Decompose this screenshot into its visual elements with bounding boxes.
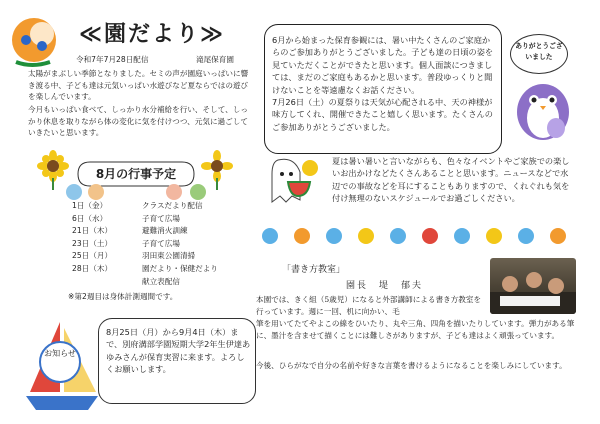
event-row — [72, 276, 252, 289]
intro-paragraph-1: 太陽がまぶしい季節となりました。セミの声が園庭いっぱいに響き渡る中、子ども達は元気いっぱい水遊びなど夏ならではの遊びを楽しんでいます。 — [28, 69, 249, 102]
event-date: 28日（木） — [72, 263, 113, 273]
sun-illustration — [6, 10, 70, 68]
page-title: ≪園だより≫ — [78, 22, 226, 47]
event-date: 23日（土） — [72, 238, 113, 248]
summer-decoration-strip — [256, 222, 586, 250]
sailboat-icon — [20, 316, 104, 416]
event-date: 6日（水） — [72, 213, 108, 223]
animal-friends-illustration — [62, 180, 212, 202]
event-name: 献立表配信 — [142, 276, 180, 286]
events-note: ※第2週目は身体計測週間です。 — [68, 292, 178, 301]
nursery-name: 滝尾保育園 — [196, 55, 234, 64]
event-date: 1日（金） — [72, 201, 108, 210]
intro-paragraph-2: 今月もいっぱい食べて、しっかり水分補給を行い、そして、しっかり休息を取りながら体の変化に気を付けつつ、元気に過ごしていきたいと思います。 — [28, 105, 248, 138]
event-row — [72, 213, 252, 226]
event-row — [72, 238, 252, 251]
event-row — [72, 263, 252, 276]
event-name: 羽田東公園清掃 — [142, 251, 196, 261]
info-paragraph-2: 7月26日（土）の夏祭りは天気が心配される中、天の神様が味方してくれ、開催できたこと嬉しく思います。たくさんのご参加ありがとうございました。 — [272, 97, 493, 132]
calligraphy-title: 「書き方教室」 — [282, 265, 346, 275]
event-date: 25日（月） — [72, 251, 113, 261]
calligraphy-class-photo — [490, 258, 576, 314]
event-name: クラスだより配信 — [142, 201, 203, 210]
calligraphy-paragraph-1: 本園では、きく組（5歳児）になると外部講師による書き方教室を行っています。週に一回、机に向かい、毛 — [256, 295, 482, 317]
event-name: 子育て広場 — [142, 213, 180, 223]
event-row — [72, 200, 252, 213]
calligraphy-author: 園長 堤 郁夫 — [346, 281, 424, 291]
summer-message: 夏は暑い暑いと言いながらも、色々なイベントやご家族での楽しいお出かけなどたくさんあることと思います。ニュースなどで水辺での事故などを耳にすることもありますので、くれぐれも気を付け無理のないスケジュールでお過ごしください。 — [332, 156, 570, 204]
calligraphy-paragraph-3: 今後、ひらがなで自分の名前や好きな言葉を書けるようになることを楽しみにしています。 — [256, 361, 567, 370]
event-name: 園だより・保健だより — [142, 263, 218, 273]
thank-you-text: ありがとうございました — [515, 42, 563, 61]
event-row — [72, 225, 252, 238]
events-heading: 8月の行事予定 — [95, 167, 177, 181]
calligraphy-paragraph-2: 筆を用いてたてやよこの線をひいたり、丸や三角、四角を描いたりしています。弾力がある筆に、墨汁を含ませて描くことには難しさがありますが、子ども達はよく頑張っています。 — [256, 319, 575, 341]
event-name: 避難消火訓練 — [142, 226, 188, 236]
penguin-icon — [512, 76, 574, 142]
event-date — [72, 276, 142, 289]
issue-date: 令和7年7月28日配信 — [76, 55, 149, 64]
ghost-watermelon-icon — [258, 156, 328, 208]
event-name: 子育て広場 — [142, 238, 180, 248]
notice-text: 8月25日（月）から9月4日（木）まで、別府溝部学園短期大学2年生伊達あゆみさんが保育実習に来ます。よろしくお願いします。 — [106, 327, 251, 375]
event-row — [72, 250, 252, 263]
notice-label: お知らせ — [44, 349, 76, 358]
info-paragraph-1: 6月から始まった保育参観には、暑い中たくさんのご家庭からのご参加ありがとうございました。子ども達の日頃の姿を見ていただくことができたと思います。個人面談につきましては、まだのご家庭もあるかと思います。普段ゆっくりと聞けないことを等遠慮なくお話ください。 — [272, 35, 494, 95]
events-list — [72, 200, 252, 288]
event-date: 21日（木） — [72, 226, 113, 236]
